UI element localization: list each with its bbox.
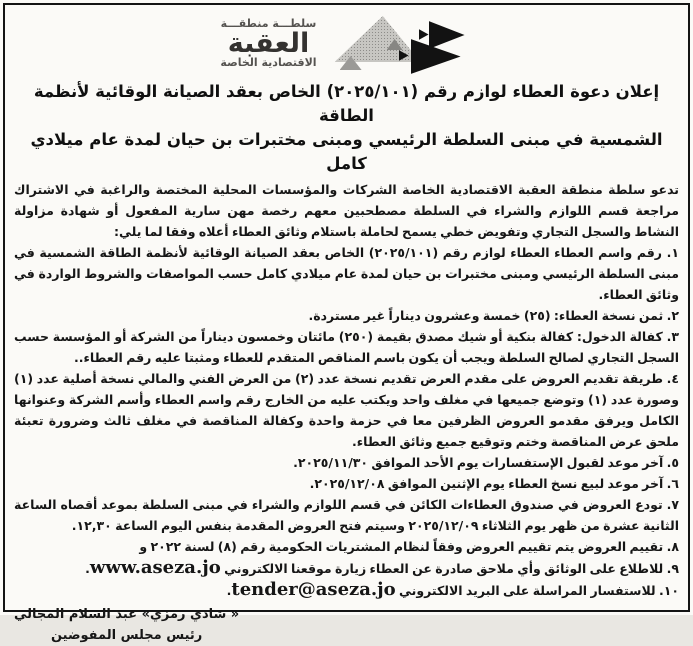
tender-announcement: [3, 3, 690, 643]
ad-title-line2: الشمسية في مبنى السلطة الرئيسي ومبنى مختبرات بن حيان لمدة عام ميلادي كامل: [30, 130, 663, 173]
wordmark-line1: سلطـــة منطقـــة: [220, 17, 317, 31]
website-url: www.aseza.jo: [89, 557, 221, 578]
intro-paragraph: تدعو سلطة منطقة العقبة الاقتصادية الخاصة الشركات والمؤسسات المحلية المختصة والراغبة في الاشتراك مراجعة قسم اللوازم والشراء في السلطة مصطحبين معهم رخصة مهن سارية المفعول أو شهادة مزاولة النشاط والسجل التجاري وتفويض خطي يسمح لحاملة باستلام وثائق العطاء أعلاه وفقا لما يلي:: [14, 182, 679, 239]
signatory-title: رئيس مجلس المفوضين: [50, 628, 203, 643]
tender-item-8: ٨. تقييم العروض يتم تقييم العروض وفقاً لنظام المشتريات الحكومية رقم (٨) لسنة ٢٠٢٢ و: [139, 539, 679, 554]
ad-title: [14, 80, 679, 176]
tender-item-3: ٣. كفالة الدخول: كفالة بنكية أو شيك مصدق بقيمة (٢٥٠) مائتان وخمسون ديناراً من الشركة أو المؤسسة حسب السجل التجاري لصالح السلطة ويجب أن يكون باسم المناقص المتقدم للعطاء ومثبتا عليه رقم العطاء..: [14, 329, 679, 365]
item-9-period: .: [85, 561, 90, 576]
ad-body: [14, 179, 679, 601]
black-sail-triangle-icon: [429, 21, 465, 49]
tender-item-5: ٥. آخر موعد لقبول الإستفسارات يوم الأحد الموافق ٢٠٢٥/١١/٣٠.: [293, 455, 679, 470]
aseza-triangles-icon: [335, 12, 473, 74]
aseza-logo: [14, 11, 679, 75]
wordmark-line3: الاقتصادية الخاصة: [220, 55, 317, 69]
tender-item-6: ٦. آخر موعد لبيع نسخ العطاء يوم الإثنين الموافق ٢٠٢٥/١٢/٠٨.: [309, 476, 679, 491]
tender-item-1: ١. رقم واسم العطاء العطاء لوازم رقم (٢٠٢٥/١٠١) الخاص بعقد الصيانة الوقائية لأنظمة الطاقة الشمسية في مبنى السلطة الرئيسي ومبنى مختبرات بن حيان لمدة عام ميلادي كامل حسب المواصفات والشروط الواردة في وثائق العطاء.: [14, 245, 679, 302]
tender-email: tender@aseza.jo: [231, 579, 396, 600]
signatory-name: « شادي رمزي» عبد السلام المجالي: [14, 607, 240, 622]
aseza-wordmark: [220, 18, 316, 67]
tender-item-7: ٧. تودع العروض في صندوق العطاءات الكائن في قسم اللوازم والشراء في مبنى السلطة بموعد أقصاه الساعة الثانية عشرة من ظهر يوم الثلاثاء ٢٠٢٥/١٢/٠٩ وسيتم فتح العروض المقدمة بنفس اليوم الساعة ١٢,٣٠.: [14, 497, 679, 533]
tender-item-10: [14, 579, 679, 601]
item-9-text: ٩. للاطلاع على الوثائق وأي ملاحق صادرة عن العطاء زيارة موقعنا الالكتروني: [220, 561, 679, 576]
signature-block: [14, 604, 239, 646]
ad-title-line1: إعلان دعوة العطاء لوازم رقم (٢٠٢٥/١٠١) الخاص بعقد الصيانة الوقائية لأنظمة الطاقة: [33, 82, 660, 125]
item-10-period: .: [226, 583, 232, 598]
black-tick-triangle-icon: [419, 29, 429, 40]
tender-item-4: ٤. طريقة تقديم العروض على مقدم العرض تقديم نسخة عدد (٢) من العرض الفني والمالي نسخة أصلية عدد (١) وصورة عدد (١) وتوضع جميعها في مغلف واحد ويكتب عليه من الخارج رقم واسم العطاء وأسم الشركة وعنوانها الكامل ويرفق مقدمو العروض الظرفين معا في حزمة واحدة وكفالة المناقصة في مغلف ثالث وضرورة تعبئة ملحق عرض المناقصة وختم وتوقيع جميع وثائق العطاء.: [14, 371, 679, 449]
tender-item-2: ٢. ثمن نسخة العطاء: (٢٥) خمسة وعشرون ديناراً غير مستردة.: [308, 308, 679, 323]
tender-item-9: [14, 557, 679, 579]
wordmark-line2: العقبة: [227, 27, 310, 59]
item-10-text: ١٠. للاستفسار المراسلة على البريد الالكتروني: [395, 583, 679, 598]
